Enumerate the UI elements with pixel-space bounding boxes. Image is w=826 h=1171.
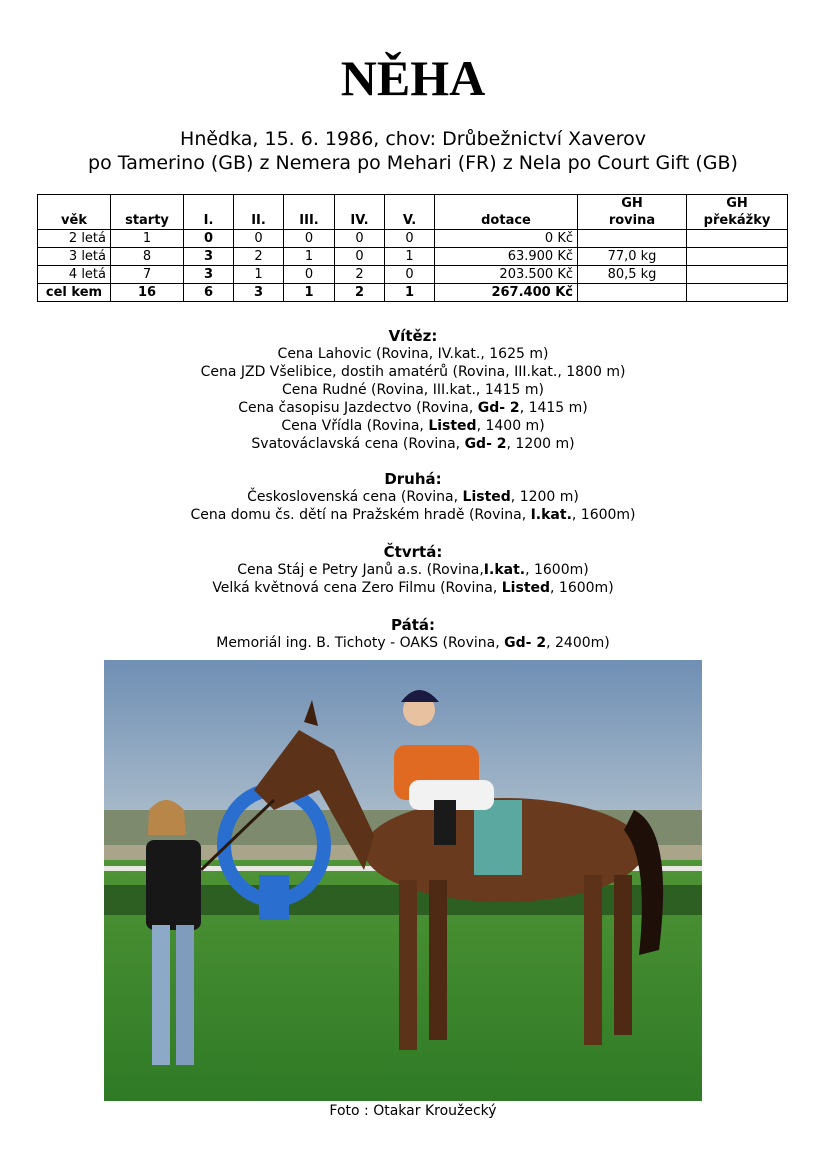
col-header-prize: dotace [435, 195, 578, 230]
col-header-second: II. [234, 195, 284, 230]
race-text: Memoriál ing. B. Tichoty - OAKS (Rovina, [216, 635, 505, 651]
race-line [0, 634, 826, 652]
race-line [0, 399, 826, 417]
race-text: Cena Stáj e Petry Janů a.s. (Rovina, [237, 562, 484, 578]
page-title: NĚHA [340, 50, 486, 106]
cell-starts: 16 [111, 284, 184, 302]
cell-prize: 267.400 Kč [435, 284, 578, 302]
col-header-first: I. [184, 195, 234, 230]
race-text: Československá cena (Rovina, [247, 489, 463, 505]
race-text: , 1600m) [525, 562, 589, 578]
cell-prize: 63.900 Kč [435, 248, 578, 266]
cell-gh-flat [578, 230, 687, 248]
race-line: Cena Rudné (Rovina, III.kat., 1415 m) [281, 382, 545, 398]
race-grade: Gd- 2 [504, 635, 547, 651]
cell-prize: 0 Kč [435, 230, 578, 248]
race-line: Cena JZD Všelibice, dostih amatérů (Rovina, III.kat., 1800 m) [200, 364, 626, 380]
race-text: , 1600m) [550, 580, 614, 596]
race-grade: Gd- 2 [464, 436, 507, 452]
cell-fifth: 1 [385, 284, 435, 302]
cell-third: 1 [284, 248, 335, 266]
cell-gh-jump [687, 230, 788, 248]
race-text: , 1400 m) [476, 418, 545, 434]
race-grade: Gd- 2 [477, 400, 520, 416]
cell-gh-jump [687, 284, 788, 302]
cell-gh-flat [578, 284, 687, 302]
section-heading: Druhá: [384, 470, 442, 488]
fifth-section [0, 616, 826, 652]
horse-leg [429, 880, 447, 1040]
race-text: Svatováclavská cena (Rovina, [251, 436, 465, 452]
table-row [38, 248, 788, 266]
horse-photo [104, 660, 702, 1101]
saddle-cloth [474, 800, 522, 875]
table-row [38, 266, 788, 284]
race-grade: I.kat. [530, 507, 572, 523]
race-grade: I.kat. [483, 562, 526, 578]
col-header-gh-jump-top: GH [726, 196, 748, 211]
race-text: Cena časopisu Jazdectvo (Rovina, [238, 400, 478, 416]
section-heading: Vítěz: [388, 327, 438, 345]
cell-age: 2 letá [38, 230, 111, 248]
cell-fifth: 1 [385, 248, 435, 266]
col-header-age: věk [38, 195, 111, 230]
col-header-fourth: IV. [335, 195, 385, 230]
race-line [0, 417, 826, 435]
race-grade: Listed [428, 418, 477, 434]
cell-first: 6 [184, 284, 234, 302]
race-grade: Listed [462, 489, 511, 505]
cell-starts: 7 [111, 266, 184, 284]
jockey-boot [434, 800, 456, 845]
cell-second: 1 [234, 266, 284, 284]
cell-age: 3 letá [38, 248, 111, 266]
col-header-fifth: V. [385, 195, 435, 230]
winner-section [0, 327, 826, 453]
cell-gh-jump [687, 248, 788, 266]
banner-stand [259, 875, 289, 920]
cell-fifth: 0 [385, 230, 435, 248]
table-header-row [38, 195, 788, 230]
race-text: Cena Vřídla (Rovina, [281, 418, 429, 434]
cell-second: 0 [234, 230, 284, 248]
photo-caption: Foto : Otakar Kroužecký [329, 1103, 497, 1119]
table-row [38, 230, 788, 248]
girl-leg [176, 925, 194, 1065]
horse-leg [614, 875, 632, 1035]
cell-first: 3 [184, 248, 234, 266]
fourth-section [0, 543, 826, 597]
col-header-starts: starty [111, 195, 184, 230]
cell-starts: 1 [111, 230, 184, 248]
horse-leg [399, 880, 417, 1050]
cell-third: 1 [284, 284, 335, 302]
race-line [0, 561, 826, 579]
cell-second: 3 [234, 284, 284, 302]
cell-age: 4 letá [38, 266, 111, 284]
race-line [0, 506, 826, 524]
cell-prize: 203.500 Kč [435, 266, 578, 284]
cell-third: 0 [284, 230, 335, 248]
cell-fourth: 0 [335, 248, 385, 266]
pedigree-line: po Tamerino (GB) z Nemera po Mehari (FR) z Nela po Court Gift (GB) [88, 152, 738, 174]
col-header-gh-jump-bottom: překážky [703, 213, 771, 228]
cell-first: 3 [184, 266, 234, 284]
col-header-gh-jump [687, 195, 788, 230]
cell-first: 0 [184, 230, 234, 248]
col-header-gh-flat-bottom: rovina [608, 213, 656, 228]
second-section [0, 470, 826, 524]
race-line [0, 488, 826, 506]
horse-photo-drawing [104, 660, 702, 1101]
race-grade: Listed [501, 580, 551, 596]
col-header-gh-flat [578, 195, 687, 230]
horse-leg [584, 875, 602, 1045]
cell-starts: 8 [111, 248, 184, 266]
race-line: Cena Lahovic (Rovina, IV.kat., 1625 m) [277, 346, 549, 362]
race-text: , 2400m) [546, 635, 610, 651]
race-line [0, 579, 826, 597]
race-text: Cena domu čs. dětí na Pražském hradě (Rovina, [190, 507, 531, 523]
girl-leg [152, 925, 170, 1065]
cell-fourth: 2 [335, 266, 385, 284]
cell-age: cel kem [38, 284, 111, 302]
girl-sweater [146, 840, 201, 930]
race-text: , 1600m) [571, 507, 636, 523]
race-text: Velká květnová cena Zero Filmu (Rovina, [212, 580, 502, 596]
race-text: , 1200 m) [506, 436, 575, 452]
race-text: , 1200 m) [510, 489, 579, 505]
cell-gh-flat: 77,0 kg [578, 248, 687, 266]
race-line [0, 435, 826, 453]
col-header-third: III. [284, 195, 335, 230]
cell-fifth: 0 [385, 266, 435, 284]
race-stats-table [37, 194, 788, 302]
horse-description: Hnědka, 15. 6. 1986, chov: Drůbežnictví Xaverov [180, 128, 646, 150]
col-header-gh-flat-top: GH [621, 196, 643, 211]
cell-third: 0 [284, 266, 335, 284]
race-text: , 1415 m) [519, 400, 588, 416]
section-heading: Pátá: [390, 616, 435, 634]
section-heading: Čtvrtá: [383, 543, 443, 561]
cell-gh-flat: 80,5 kg [578, 266, 687, 284]
cell-second: 2 [234, 248, 284, 266]
table-total-row [38, 284, 788, 302]
cell-fourth: 0 [335, 230, 385, 248]
cell-fourth: 2 [335, 284, 385, 302]
cell-gh-jump [687, 266, 788, 284]
